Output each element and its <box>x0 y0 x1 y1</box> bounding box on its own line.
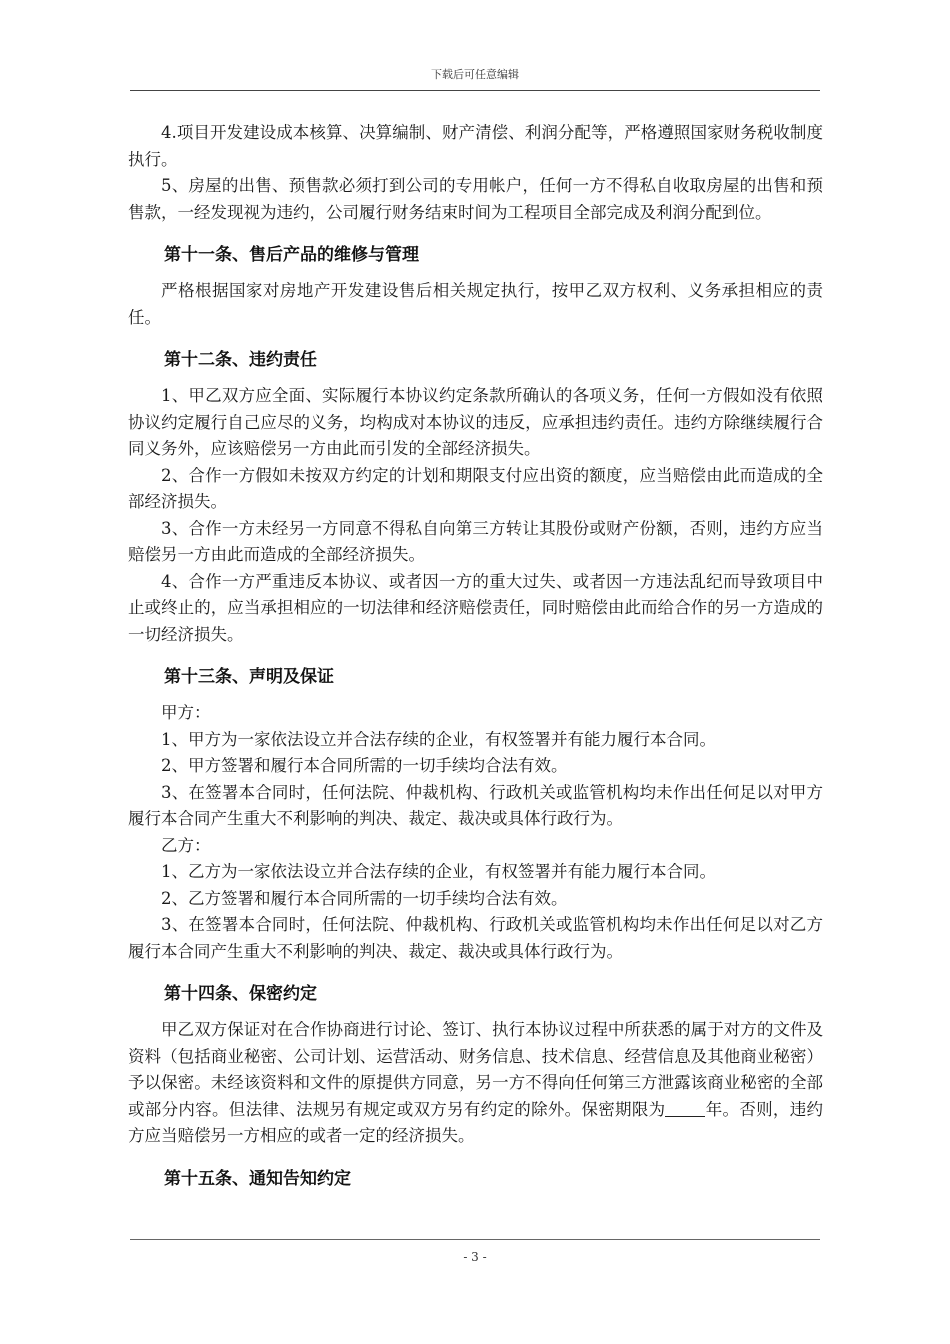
paragraph: 严格根据国家对房地产开发建设售后相关规定执行，按甲乙双方权利、义务承担相应的责任。 <box>128 281 823 327</box>
paragraph: 4.项目开发建设成本核算、决算编制、财产清偿、利润分配等，严格遵照国家财务税收制度执行。 <box>128 123 823 169</box>
section-heading: 第十三条、声明及保证 <box>164 667 334 687</box>
paragraph-text: 甲乙双方保证对在合作协商进行讨论、签订、执行本协议过程中所获悉的属于对方的文件及资料（包括商业秘密、公司计划、运营活动、财务信息、技术信息、经营信息及其他商业秘密）予以保密。未经该资料和文件的原提供方同意，另一方不得向任何第三方泄露该商业秘密的全部或部分内容。但法律、法规另有规定或双方另有约定的除外。保密期限为 <box>128 1020 823 1119</box>
page-number: - 3 - <box>463 1250 487 1264</box>
paragraph: 5、房屋的出售、预售款必须打到公司的专用帐户，任何一方不得私自收取房屋的出售和预售款，一经发现视为违约，公司履行财务结束时间为工程项目全部完成及利润分配到位。 <box>128 176 823 222</box>
paragraph <box>128 1017 823 1150</box>
paragraph: 4、合作一方严重违反本协议、或者因一方的重大过失、或者因一方违法乱纪而导致项目中止或终止的，应当承担相应的一切法律和经济赔偿责任，同时赔偿由此而给合作的另一方造成的一切经济损失。 <box>128 571 823 644</box>
section-heading: 第十二条、违约责任 <box>164 350 317 370</box>
paragraph: 2、合作一方假如未按双方约定的计划和期限支付应出资的额度，应当赔偿由此而造成的全部经济损失。 <box>128 465 823 511</box>
section-heading: 第十一条、售后产品的维修与管理 <box>164 245 419 265</box>
party-label: 甲方： <box>161 703 211 722</box>
document-body <box>128 120 823 1202</box>
page-header: 下载后可任意编辑 <box>431 68 519 81</box>
paragraph: 2、甲方签署和履行本合同所需的一切手续均合法有效。 <box>161 756 568 775</box>
section-heading: 第十五条、通知告知约定 <box>164 1168 351 1189</box>
fill-in-blank <box>665 1099 705 1117</box>
paragraph-text: 年。否则，违约方应当赔偿另一方相应的或者一定的经济损失。 <box>128 1099 824 1145</box>
paragraph: 1、乙方为一家依法设立并合法存续的企业，有权签署并有能力履行本合同。 <box>161 862 716 881</box>
paragraph: 1、甲乙双方应全面、实际履行本协议约定条款所确认的各项义务，任何一方假如没有依照协议约定履行自己应尽的义务，均构成对本协议的违反，应承担违约责任。违约方除继续履行合同义务外，应该赔偿另一方由此而引发的全部经济损失。 <box>128 386 823 458</box>
party-label: 乙方： <box>161 835 211 855</box>
header-divider <box>130 90 820 91</box>
paragraph: 1、甲方为一家依法设立并合法存续的企业，有权签署并有能力履行本合同。 <box>161 729 716 749</box>
section-heading: 第十四条、保密约定 <box>164 984 317 1004</box>
paragraph: 2、乙方签署和履行本合同所需的一切手续均合法有效。 <box>161 888 568 908</box>
paragraph: 3、在签署本合同时，任何法院、仲裁机构、行政机关或监管机构均未作出任何足以对乙方履行本合同产生重大不利影响的判决、裁定、裁决或具体行政行为。 <box>128 915 823 961</box>
paragraph: 3、合作一方未经另一方同意不得私自向第三方转让其股份或财产份额，否则，违约方应当赔偿另一方由此而造成的全部经济损失。 <box>128 518 823 564</box>
footer-divider <box>130 1239 820 1240</box>
paragraph: 3、在签署本合同时，任何法院、仲裁机构、行政机关或监管机构均未作出任何足以对甲方履行本合同产生重大不利影响的判决、裁定、裁决或具体行政行为。 <box>128 782 823 828</box>
